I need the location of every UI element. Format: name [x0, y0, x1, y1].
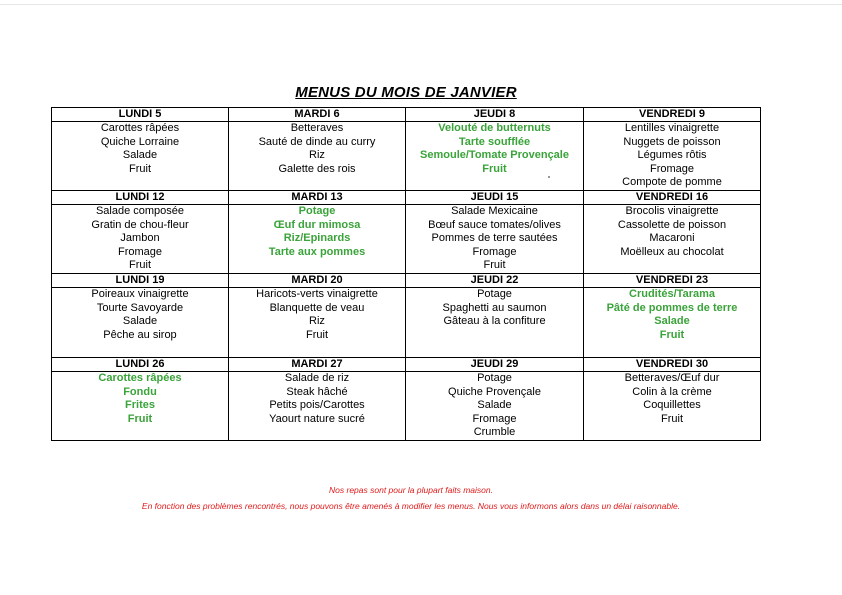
- week-menu-row: [52, 204, 761, 273]
- menu-item: Steak hâché: [286, 385, 348, 398]
- day-header: JEUDI 29: [406, 357, 584, 371]
- menu-item: Jambon: [120, 232, 160, 245]
- menu-item: Fruit: [129, 162, 151, 175]
- menu-item: Salade: [122, 149, 158, 162]
- menu-item: Pâté de pommes de terre: [606, 301, 738, 314]
- note-homemade: Nos repas sont pour la plupart faits maison.: [329, 485, 493, 495]
- note-menu-changes: En fonction des problèmes rencontrés, nous pouvons être amenés à modifier les menus. Nous vous informons alors dans un délai raisonnable.: [141, 501, 681, 511]
- menu-item: Fruit: [659, 328, 685, 341]
- menu-item: Velouté de butternuts: [438, 122, 551, 134]
- day-menu-cell: [229, 371, 406, 440]
- menu-item: Fruit: [129, 259, 151, 272]
- menu-item: Salade composée: [95, 204, 185, 217]
- menu-item: Quiche Provençale: [448, 385, 541, 398]
- menu-item: Tarte aux pommes: [268, 245, 366, 258]
- day-menu-cell: [52, 371, 229, 440]
- menu-item: Salade de riz: [284, 371, 350, 384]
- menu-item: Carottes râpées: [98, 371, 182, 384]
- menu-item: Carottes râpées: [100, 122, 180, 134]
- day-header: JEUDI 22: [406, 273, 584, 287]
- day-menu-cell: [229, 287, 406, 357]
- day-header: MARDI 20: [229, 273, 406, 287]
- week-header-row: [52, 357, 761, 371]
- menu-item: Petits pois/Carottes: [269, 399, 365, 412]
- day-header: MARDI 27: [229, 357, 406, 371]
- day-header: VENDREDI 9: [584, 108, 761, 122]
- page-top-rule: [0, 4, 842, 5]
- menu-item: Brocolis vinaigrette: [625, 204, 719, 217]
- menu-item: Moëlleux au chocolat: [620, 245, 724, 258]
- scan-dot: [548, 176, 550, 178]
- day-menu-cell: [584, 122, 761, 191]
- menu-item: Crumble: [473, 426, 516, 439]
- day-menu-cell: [52, 204, 229, 273]
- day-menu-cell: [52, 122, 229, 191]
- week-menu-row: [52, 371, 761, 440]
- day-header: VENDREDI 23: [584, 273, 761, 287]
- menu-item: Légumes rôtis: [637, 149, 707, 162]
- day-menu-cell: [584, 204, 761, 273]
- menu-item: Yaourt nature sucré: [269, 412, 365, 425]
- menu-item: Œuf dur mimosa: [273, 218, 361, 231]
- day-menu-cell: [584, 371, 761, 440]
- day-header: VENDREDI 30: [584, 357, 761, 371]
- menu-item: Betteraves: [290, 122, 344, 134]
- menu-item: Pommes de terre sautées: [431, 232, 558, 245]
- menu-item: Tarte soufflée: [458, 135, 531, 148]
- menu-item: Lentilles vinaigrette: [624, 122, 720, 134]
- menu-item: Frites: [125, 399, 155, 412]
- menu-item: Sauté de dinde au curry: [258, 135, 376, 148]
- page-title: MENUS DU MOIS DE JANVIER: [295, 84, 517, 101]
- menu-item: Bœuf sauce tomates/olives: [428, 218, 561, 231]
- week-menu-row: [52, 287, 761, 357]
- menu-item: Fromage: [117, 245, 163, 258]
- menu-item: Fruit: [661, 412, 683, 425]
- menu-item: Riz: [309, 149, 325, 162]
- menu-item: Salade: [122, 315, 158, 328]
- menu-table: [51, 107, 761, 441]
- menu-item: Crudités/Tarama: [629, 287, 715, 300]
- week-header-row: [52, 190, 761, 204]
- menu-item: Fondu: [123, 385, 157, 398]
- day-menu-cell: [406, 122, 584, 191]
- menu-item: Fruit: [306, 328, 328, 341]
- week-header-row: [52, 273, 761, 287]
- day-menu-cell: [406, 204, 584, 273]
- menu-item: Salade Mexicaine: [451, 204, 538, 217]
- menu-item: Blanquette de veau: [269, 301, 365, 314]
- menu-item: Riz/Epinards: [283, 232, 351, 245]
- menu-item: Fromage: [649, 162, 695, 175]
- day-menu-cell: [584, 287, 761, 357]
- menu-item: Galette des rois: [278, 162, 356, 175]
- menu-item: Tourte Savoyarde: [96, 301, 184, 314]
- menu-item: Compote de pomme: [622, 176, 722, 189]
- day-menu-cell: [229, 204, 406, 273]
- day-menu-cell: [406, 287, 584, 357]
- menu-item: Riz: [309, 315, 325, 328]
- menu-item: Colin à la crème: [632, 385, 712, 398]
- menu-item: Fruit: [483, 259, 506, 272]
- menu-item: Poireaux vinaigrette: [91, 287, 189, 300]
- day-menu-cell: [229, 122, 406, 191]
- day-menu-cell: [406, 371, 584, 440]
- menu-item: Haricots-verts vinaigrette: [256, 287, 378, 300]
- menu-item: Fruit: [482, 162, 507, 175]
- day-header: LUNDI 12: [52, 190, 229, 204]
- menu-item: Potage: [477, 371, 512, 384]
- menu-item: Fromage: [472, 245, 517, 258]
- menu-item: Salade: [654, 315, 690, 328]
- menu-item: Quiche Lorraine: [100, 135, 180, 148]
- day-header: LUNDI 19: [52, 273, 229, 287]
- menu-item: Salade: [477, 399, 512, 412]
- menu-item: Fromage: [472, 412, 517, 425]
- day-header: MARDI 13: [229, 190, 406, 204]
- day-menu-cell: [52, 287, 229, 357]
- week-menu-row: [52, 122, 761, 191]
- menu-item: Coquillettes: [643, 399, 701, 412]
- day-header: LUNDI 26: [52, 357, 229, 371]
- menu-item: Cassolette de poisson: [617, 218, 727, 231]
- menu-item: Semoule/Tomate Provençale: [420, 149, 569, 162]
- menu-item: Gâteau à la confiture: [443, 315, 546, 328]
- menu-item: Spaghetti au saumon: [442, 301, 547, 314]
- menu-item: Potage: [298, 204, 336, 217]
- menu-item: Betteraves/Œuf dur: [624, 371, 720, 384]
- menu-item: Nuggets de poisson: [623, 135, 721, 148]
- menu-item: Potage: [477, 287, 512, 300]
- day-header: VENDREDI 16: [584, 190, 761, 204]
- day-header: MARDI 6: [229, 108, 406, 122]
- menu-item: Gratin de chou-fleur: [91, 218, 189, 231]
- menu-item: Macaroni: [649, 232, 695, 245]
- day-header: LUNDI 5: [52, 108, 229, 122]
- day-header: JEUDI 8: [406, 108, 584, 122]
- menu-item: Pêche au sirop: [103, 328, 177, 341]
- week-header-row: [52, 108, 761, 122]
- day-header: JEUDI 15: [406, 190, 584, 204]
- menu-item: Fruit: [127, 412, 153, 425]
